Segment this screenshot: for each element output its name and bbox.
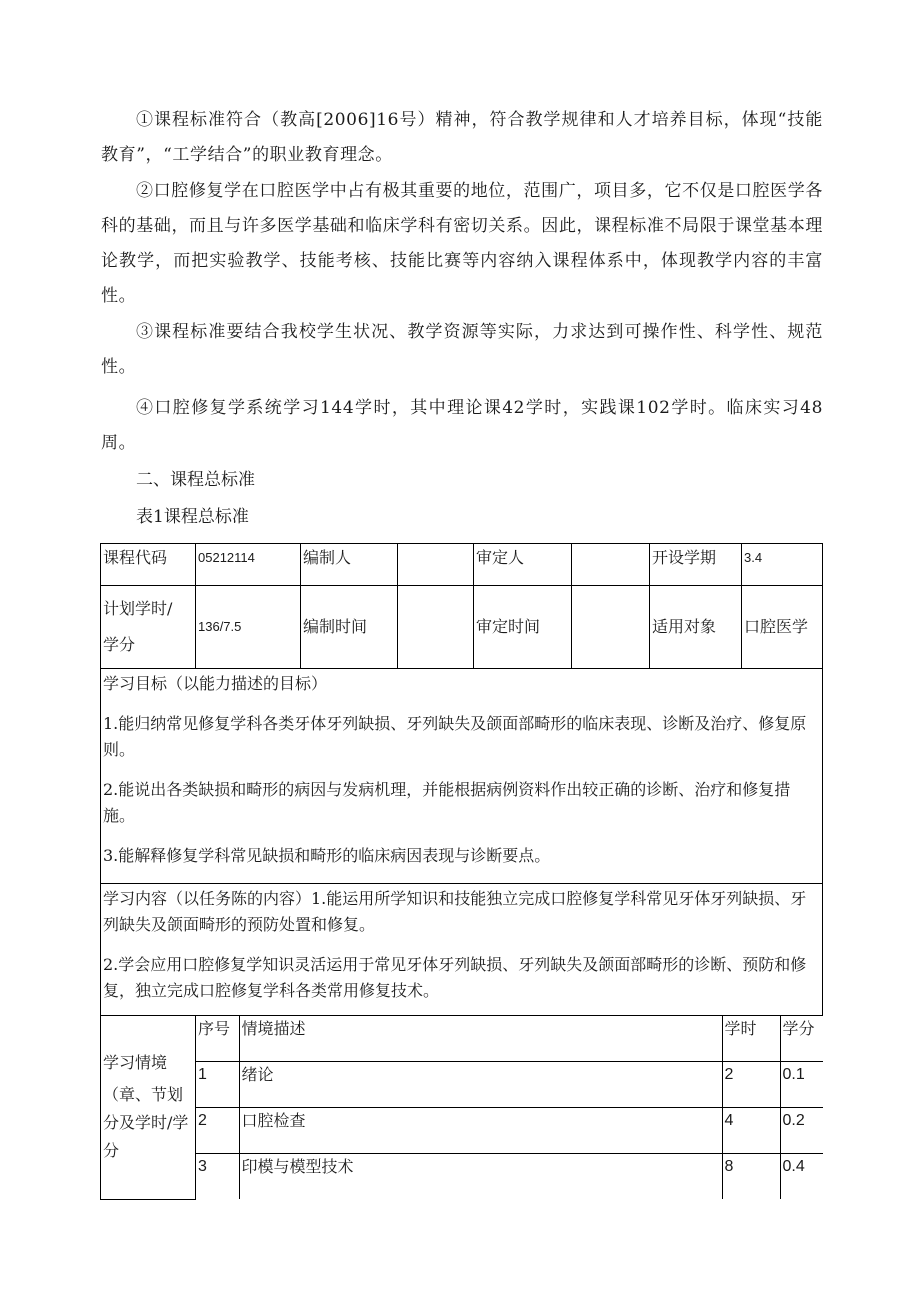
objectives-title: 学习目标（以能力描述的目标） (103, 674, 328, 693)
situations-header-row (196, 1016, 823, 1062)
table-row (196, 1062, 823, 1108)
content-item-1: 学习内容（以任务陈的内容）1.能运用所学知识和技能独立完成口腔修复学科常见牙体牙列缺损、牙列缺失及颌面畸形的预防处置和修复。 (103, 889, 807, 934)
table-caption: 表1课程总标准 (136, 507, 249, 527)
situations-table-cell (196, 1016, 823, 1200)
planned-hours-label (101, 586, 196, 669)
learning-situations-label (101, 1016, 196, 1200)
intro-paragraph-4: ④口腔修复学系统学习144学时，其中理论课42学时，实践课102学时。临床实习48周。 (101, 398, 823, 453)
course-standard-table (100, 543, 823, 1200)
header-no: 序号 (196, 1016, 239, 1062)
situations-label-line1: 学习情境 (103, 1053, 168, 1073)
editor-label: 编制人 (301, 544, 398, 586)
section-title: 二、课程总标准 (136, 470, 255, 490)
table-row (101, 884, 823, 1016)
objective-item-3: 3.能解释修复学科常见缺损和畸形的临床病因表现与诊断要点。 (103, 846, 551, 865)
course-code-label: 课程代码 (101, 544, 196, 586)
audience-label: 适用对象 (650, 586, 742, 669)
header-hours: 学时 (722, 1016, 780, 1062)
situation-credits: 0.1 (780, 1062, 823, 1108)
planned-hours-value: 136/7.5 (196, 586, 301, 669)
table-row (101, 1016, 823, 1200)
learning-content (101, 884, 823, 1016)
intro-paragraph-3: ③课程标准要结合我校学生状况、教学资源等实际，力求达到可操作性、科学性、规范性。 (101, 322, 823, 377)
planned-hours-label-line1: 计划学时/ (103, 599, 173, 618)
table-row (101, 669, 823, 884)
editor-value (398, 544, 474, 586)
objective-item-1: 1.能归纳常见修复学科各类牙体牙列缺损、牙列缺失及颌面部畸形的临床表现、诊断及治疗、修复原则。 (103, 714, 807, 759)
audience-value: 口腔医学 (742, 586, 823, 669)
situation-no: 1 (196, 1062, 239, 1108)
planned-hours-label-line2: 学分 (103, 635, 136, 654)
header-credits: 学分 (780, 1016, 823, 1062)
content-item-2: 2.学会应用口腔修复学知识灵活运用于常见牙体牙列缺损、牙列缺失及颌面部畸形的诊断、预防和修复，独立完成口腔修复学科各类常用修复技术。 (103, 955, 807, 1000)
course-code-value: 05212114 (196, 544, 301, 586)
review-time-label: 审定时间 (474, 586, 572, 669)
reviewer-value (572, 544, 650, 586)
situation-no: 2 (196, 1108, 239, 1154)
situation-hours: 8 (722, 1154, 780, 1200)
learning-objectives (101, 669, 823, 884)
review-time-value (572, 586, 650, 669)
semester-label: 开设学期 (650, 544, 742, 586)
situation-no: 3 (196, 1154, 239, 1200)
reviewer-label: 审定人 (474, 544, 572, 586)
intro-paragraph-2: ②口腔修复学在口腔医学中占有极其重要的地位，范围广，项目多，它不仅是口腔医学各科的基础，而且与许多医学基础和临床学科有密切关系。因此，课程标准不局限于课堂基本理论教学，而把实验教学、技能考核、技能比赛等内容纳入课程体系中，体现教学内容的丰富性。 (101, 181, 823, 306)
edit-time-value (398, 586, 474, 669)
table-row (101, 544, 823, 586)
table-row (101, 586, 823, 669)
situations-table (196, 1016, 823, 1199)
intro-paragraph-1: ①课程标准符合（教高[2006]16号）精神，符合教学规律和人才培养目标，体现“技能教育”，“工学结合”的职业教育理念。 (101, 110, 823, 165)
situation-desc: 绪论 (239, 1062, 722, 1108)
situation-credits: 0.4 (780, 1154, 823, 1200)
edit-time-label: 编制时间 (301, 586, 398, 669)
header-desc: 情境描述 (239, 1016, 722, 1062)
situation-desc: 印模与模型技术 (239, 1154, 722, 1200)
situation-hours: 4 (722, 1108, 780, 1154)
situation-desc: 口腔检查 (239, 1108, 722, 1154)
situation-credits: 0.2 (780, 1108, 823, 1154)
table-row (196, 1108, 823, 1154)
situations-label-line2: （章、节划分及学时/学分 (103, 1085, 189, 1161)
table-row (196, 1154, 823, 1200)
semester-value: 3.4 (742, 544, 823, 586)
objective-item-2: 2.能说出各类缺损和畸形的病因与发病机理，并能根据病例资料作出较正确的诊断、治疗和修复措施。 (103, 780, 791, 825)
situation-hours: 2 (722, 1062, 780, 1108)
